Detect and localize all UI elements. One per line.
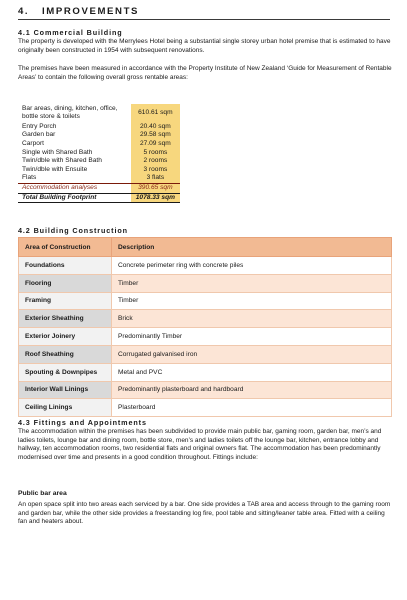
area-label: Entry Porch (22, 122, 57, 130)
construction-description: Concrete perimeter ring with concrete piles (112, 257, 392, 275)
total-label: Total Building Footprint (18, 193, 131, 203)
construction-description: Brick (112, 310, 392, 328)
table-row (19, 292, 392, 310)
fittings-heading: 4.3 Fittings and Appointments (18, 418, 147, 427)
area-value: 2 rooms (131, 157, 180, 166)
construction-description: Plasterboard (112, 399, 392, 417)
commercial-paragraph-2: The premises have been measured in accordance with the Property Institute of New Zealand ‘Guide for Measurement of Rentable Areas’ to contain the following overall gross rentable areas: (18, 65, 392, 81)
area-value: 3 rooms (131, 166, 180, 175)
area-row (18, 166, 180, 175)
commercial-paragraph-1: The property is developed with the Merrylees Hotel being a substantial single storey urban hotel premise that is estimated to have originally been constructed in 1954 with subsequent renovations. (18, 38, 391, 54)
table-row (19, 257, 392, 275)
construction-area: Exterior Sheathing (19, 310, 112, 328)
table-row (19, 381, 392, 399)
area-table (18, 104, 180, 203)
area-row (18, 149, 180, 158)
construction-description: Corrugated galvanised iron (112, 345, 392, 363)
accommodation-row (18, 183, 180, 193)
construction-description: Metal and PVC (112, 363, 392, 381)
construction-area: Interior Wall Linings (19, 381, 112, 399)
header-description: Description (112, 238, 392, 257)
area-label: Single with Shared Bath (22, 148, 93, 156)
section-title: IMPROVEMENTS (42, 6, 140, 17)
accommodation-label: Accommodation analyses (18, 183, 131, 193)
area-label: Flats (22, 174, 37, 182)
table-row (19, 399, 392, 417)
construction-area: Roof Sheathing (19, 345, 112, 363)
construction-area: Ceiling Linings (19, 399, 112, 417)
section-number: 4. (18, 6, 30, 17)
construction-area: Exterior Joinery (19, 328, 112, 346)
area-value: 610.61 sqm (131, 104, 180, 123)
total-value: 1078.33 sqm (131, 193, 180, 203)
construction-area: Flooring (19, 274, 112, 292)
area-row (18, 157, 180, 166)
commercial-heading: 4.1 Commercial Building (18, 28, 123, 37)
area-label: Garden bar (22, 131, 56, 139)
area-row (18, 140, 180, 149)
area-row (18, 131, 180, 140)
table-row (19, 328, 392, 346)
area-value: 29.58 sqm (131, 131, 180, 140)
fittings-paragraph: The accommodation within the premises has been subdivided to provide main public bar, gaming room, garden bar, men’s and ladies toilets, lounge bar and dining room, bottle store, men’s and ladies toilets off the lounge bar, kitchen, entrance lobby and hallway, ten accommodation rooms, two residential flats and original owners flat. The accommodation has been predominantly modernised over time and presents in a good condition throughout. Fittings include: (18, 428, 382, 461)
construction-area: Foundations (19, 257, 112, 275)
construction-description: Timber (112, 292, 392, 310)
header-area: Area of Construction (19, 238, 112, 257)
area-value: 5 rooms (131, 149, 180, 158)
section-heading (18, 6, 390, 20)
construction-area: Framing (19, 292, 112, 310)
area-label: Twin/dble with Shared Bath (22, 157, 102, 165)
construction-description: Predominantly plasterboard and hardboard (112, 381, 392, 399)
table-row (19, 310, 392, 328)
construction-table (18, 237, 392, 417)
area-value: 20.40 sqm (131, 123, 180, 132)
area-value: 3 flats (131, 174, 180, 183)
construction-heading: 4.2 Building Construction (18, 226, 128, 235)
area-label: Twin/dble with Ensuite (22, 165, 88, 173)
area-value: 27.09 sqm (131, 140, 180, 149)
area-row (18, 104, 180, 123)
accommodation-value: 390.65 sqm (131, 183, 180, 193)
table-row (19, 274, 392, 292)
area-label: Bar areas, dining, kitchen, office, bottle store & toilets (22, 105, 118, 121)
construction-description: Timber (112, 274, 392, 292)
construction-description: Predominantly Timber (112, 328, 392, 346)
area-row (18, 174, 180, 183)
public-bar-heading: Public bar area (18, 490, 67, 497)
area-row (18, 123, 180, 132)
table-row (19, 363, 392, 381)
construction-area: Spouting & Downpipes (19, 363, 112, 381)
total-row (18, 193, 180, 203)
construction-header-row (19, 238, 392, 257)
public-bar-paragraph: An open space split into two areas each serviced by a bar. One side provides a TAB area and access through to the gaming room and garden bar, while the other side provides a freestanding log fire, pool table and sitting/leaner table area. Fitted with a ceiling fan and heaters about. (18, 501, 391, 526)
area-label: Carport (22, 140, 44, 147)
table-row (19, 345, 392, 363)
